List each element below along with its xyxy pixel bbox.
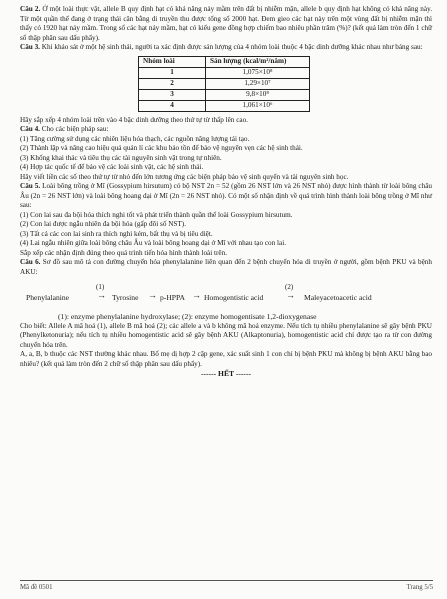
enzyme-legend: (1): enzyme phenylalanine hydroxylase; (2): enzyme homogentisate 1,2-dioxygenase bbox=[58, 312, 317, 321]
table-row bbox=[139, 89, 310, 100]
end-marker: ------ HẾT ------ bbox=[200, 369, 252, 378]
table-row bbox=[139, 100, 310, 111]
exam-code: Mã đề 0501 bbox=[20, 584, 53, 591]
table-cell: 1,075×10⁸ bbox=[206, 67, 310, 78]
question-3 bbox=[20, 43, 432, 53]
question-label: Câu 6. bbox=[20, 258, 41, 266]
table-cell: 2 bbox=[139, 78, 206, 89]
pathway-step-p-hppa: p-HPPA bbox=[160, 293, 186, 302]
question-label: Câu 5. bbox=[20, 182, 41, 190]
question-4-outro: Hãy viết liền các số theo thứ tự từ nhỏ đến lớn tương ứng các biện pháp bảo vệ sinh quyển và tài nguyên sinh học. bbox=[20, 172, 349, 181]
question-label: Câu 4. bbox=[20, 125, 40, 133]
exam-content bbox=[20, 5, 432, 379]
question-3-outro: Hãy sắp xếp 4 nhóm loài trên vào 4 bậc dinh dưỡng theo thứ tự từ thấp lên cao. bbox=[20, 115, 248, 124]
arrow-icon: → bbox=[148, 290, 157, 300]
pathway-enzyme-1: (1) bbox=[96, 283, 105, 291]
table-cell: 1,29×10⁷ bbox=[206, 78, 310, 89]
question-text: Loài bông trồng ở Mĩ (Gossypium hirsutum) có bộ NST 2n = 52 (gồm 26 NST lớn và 26 NST nhỏ) được hình thành từ loài bông châu Âu (2n = 26 NST lớn) và loài bông hoang dại ở Mĩ (2n = 26 NST nhỏ). Có một số nhận định về quá trình hình thành loài bông trồng ở Mĩ như sau: bbox=[20, 182, 432, 209]
list-item: (3) Khống khai thác và tiêu thụ các tài nguyên sinh vật trong tự nhiên. bbox=[20, 153, 222, 162]
list-item: (2) Thành lập và nâng cao hiệu quả quản lí các khu bảo tồn để bảo vệ nguyên vẹn các hệ sinh thái. bbox=[20, 144, 303, 152]
list-item: (1) Con lai sau đa bội hóa thích nghi tốt và phát triển thành quần thể loài Gossypium hirsutum. bbox=[20, 210, 293, 219]
question-2 bbox=[20, 5, 432, 43]
table-cell: 9,8×10⁸ bbox=[206, 89, 310, 100]
metabolic-pathway-diagram bbox=[20, 281, 432, 311]
pathway-step-homogentistic-acid: Homogentistic acid bbox=[204, 293, 264, 302]
list-item: (2) Con lai được ngẫu nhiên đa bội hóa (gấp đôi số NST). bbox=[20, 220, 186, 228]
arrow-icon: → bbox=[192, 290, 201, 300]
question-text: Ở một loài thực vật, allele B quy định hạt có khả năng nảy mầm trên đất bị nhiễm mặn, allele b quy định hạt không có khả năng này. Từ một quần thể đang ở trạng thái cân bằng di truyền thu được tổng số 2000 hạt. Đem gieo các hạt này trên một vùng đất bị nhiễm mặn thì thấy có 1920 hạt nảy mầm. Trong số các hạt nảy mầm, hạt có kiểu gene đồng hợp chiếm bao nhiêu phần trăm (%)? (kết quả làm tròn đến 1 chữ số thập phân sau dấu phẩy). bbox=[20, 5, 432, 42]
table-cell: 3 bbox=[139, 89, 206, 100]
pathway-step-phenylalanine: Phenylalanine bbox=[26, 293, 70, 302]
table-header: Nhóm loài bbox=[139, 56, 206, 67]
arrow-icon: → bbox=[286, 290, 295, 300]
table-cell: 4 bbox=[139, 100, 206, 111]
table-cell: 1,061×10⁶ bbox=[206, 100, 310, 111]
production-table bbox=[138, 56, 310, 112]
question-4 bbox=[20, 125, 432, 135]
arrow-icon: → bbox=[97, 290, 106, 300]
table-row bbox=[139, 67, 310, 78]
table-header: Sản lượng (kcal/m²/năm) bbox=[206, 56, 310, 67]
question-text: Khi khảo sát ở một hệ sinh thái, người ta xác định được sản lượng của 4 nhóm loài thuộc 4 bậc dinh dưỡng khác nhau như bảng sau: bbox=[41, 43, 423, 51]
question-label: Câu 2. bbox=[20, 5, 41, 13]
table-cell: 1 bbox=[139, 67, 206, 78]
page-number: Trang 5/5 bbox=[406, 584, 433, 591]
question-5 bbox=[20, 182, 432, 211]
question-label: Câu 3. bbox=[20, 43, 40, 51]
question-text: Sơ đồ sau mô tả con đường chuyển hóa phenylalanine liên quan đến 2 bệnh chuyển hóa di truyền ở người, gồm bệnh PKU và bệnh AKU: bbox=[20, 258, 432, 276]
list-item: (4) Lai ngẫu nhiên giữa loài bông châu Âu và loài bông hoang dại ở Mĩ với nhau tạo con lai. bbox=[20, 239, 286, 247]
question-6-question: A, a, B, b thuộc các NST thường khác nhau. Bố mẹ dị hợp 2 cặp gene, xác suất sinh 1 con chỉ bị bệnh PKU mà không bị bệnh AKU bằng bao nhiêu? (kết quả làm tròn đến 2 chữ số thập phân sau dấu phẩy). bbox=[20, 350, 432, 368]
question-6-text: Cho biết: Allele A mã hoá (1), allele B mã hoá (2); các allele a và b không mã hoá enzyme. Nếu tích tụ nhiều phenylalanine sẽ gây bệnh PKU (Phenylketonuria); nếu tích tụ nhiều homogentistic acid sẽ gây bệnh AKU (Alkaptonuria), homogentistic acid chỉ được tạo ra từ con đường chuyển hóa trên. bbox=[20, 321, 432, 349]
pathway-step-tyrosine: Tyrosine bbox=[112, 293, 139, 302]
question-text: Cho các biện pháp sau: bbox=[41, 125, 109, 133]
pathway-enzyme-2: (2) bbox=[285, 283, 294, 291]
question-5-outro: Sắp xếp các nhận định đúng theo quá trình tiến hóa hình thành loài trên. bbox=[20, 248, 227, 257]
list-item: (3) Tất cả các con lai sinh ra thích nghi kém, bất thụ và bị tiêu diệt. bbox=[20, 229, 213, 238]
page-footer bbox=[20, 580, 433, 591]
list-item: (1) Tăng cường sử dụng các nhiên liệu hóa thạch, các nguồn năng lượng tái tạo. bbox=[20, 134, 250, 143]
list-item: (4) Hợp tác quốc tế để bảo vệ các loài sinh vật, các hệ sinh thái. bbox=[20, 163, 204, 171]
table-row bbox=[139, 78, 310, 89]
pathway-step-maleyacetoacetic-acid: Maleyacetoacetic acid bbox=[304, 293, 372, 302]
question-6 bbox=[20, 258, 432, 277]
